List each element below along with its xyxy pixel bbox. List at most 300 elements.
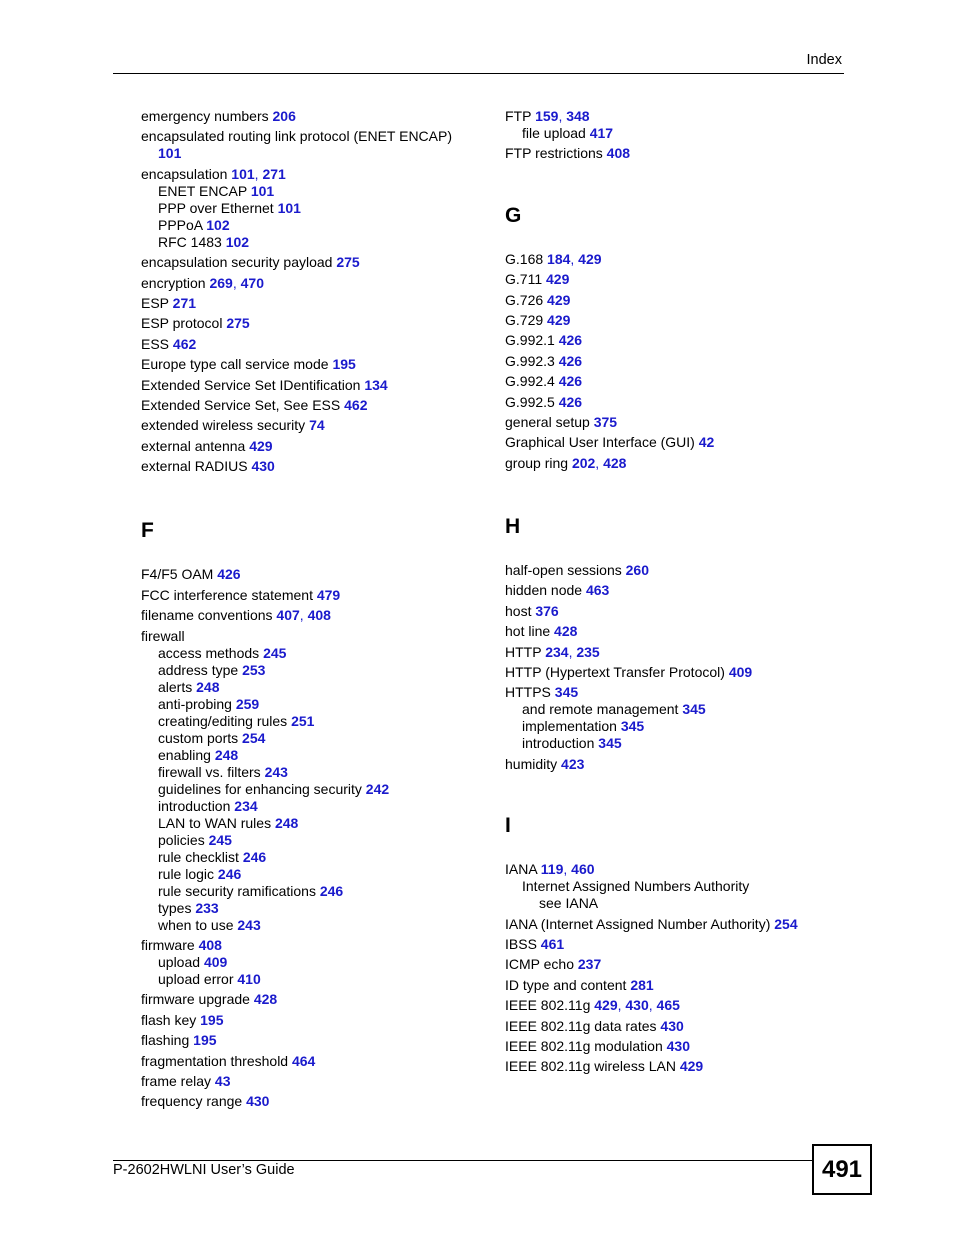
page-link[interactable]: 260 (625, 562, 649, 579)
index-entry-block (141, 108, 481, 125)
index-entry (141, 128, 481, 145)
index-term: introduction (522, 735, 599, 752)
index-entry (141, 315, 481, 332)
index-term: ESS (141, 335, 173, 352)
index-entry (141, 764, 481, 781)
index-entry-block (505, 1038, 845, 1055)
index-entry-block (505, 145, 845, 162)
index-entry-block (141, 295, 481, 312)
index-entry (141, 587, 481, 604)
index-term: address type (158, 661, 243, 678)
index-term: general setup (505, 413, 594, 430)
index-entry-block (505, 1058, 845, 1075)
index-entry-block (505, 977, 845, 994)
index-term: Extended Service Set, See ESS (141, 396, 345, 413)
page-link[interactable]: 345 (620, 718, 645, 735)
index-term: IEEE 802.11g modulation (505, 1037, 667, 1054)
index-term: alerts (158, 678, 197, 695)
index-entry (505, 701, 845, 718)
index-term: external antenna (141, 437, 250, 454)
index-entry-block (505, 251, 845, 268)
index-entry (505, 292, 845, 309)
index-term: PPPoA (158, 216, 207, 233)
index-entry: IEEE 802.11g 429, 430, 465 (505, 997, 680, 1014)
index-term: anti-probing (158, 695, 236, 712)
index-column-right (505, 108, 845, 1079)
page-link[interactable]: 429 (547, 311, 571, 328)
index-entry: G.168 184, 429 (505, 250, 602, 267)
page-link[interactable]: 423 (561, 755, 585, 772)
index-entry (505, 684, 845, 701)
page-link[interactable]: 102 (225, 233, 250, 250)
index-term: firewall vs. filters (158, 763, 265, 780)
page-link[interactable]: 426 (558, 393, 583, 410)
index-entry (141, 183, 481, 200)
index-entry (141, 730, 481, 747)
index-entry (505, 394, 845, 411)
page-link[interactable]: 463 (585, 582, 610, 599)
index-term: frequency range (141, 1093, 247, 1110)
index-term: G.729 (505, 311, 548, 328)
index-term: emergency numbers (141, 108, 273, 124)
index-entry-block (141, 254, 481, 271)
index-entry-block (505, 603, 845, 620)
index-term: upload (158, 954, 204, 971)
page-link[interactable]: 430 (625, 997, 649, 1014)
index-entry (141, 234, 481, 251)
index-term: ENET ENCAP (158, 182, 251, 199)
index-entry (505, 603, 845, 620)
index-term: FTP (505, 108, 536, 124)
index-term: humidity (505, 755, 562, 772)
index-entry (141, 417, 481, 434)
footer-rule (113, 1160, 813, 1161)
index-entry-block (141, 628, 481, 934)
index-entry (141, 713, 481, 730)
index-term: flashing (141, 1032, 194, 1049)
index-entry-block (505, 664, 845, 681)
index-entry (505, 735, 845, 752)
index-entry-block (141, 166, 481, 251)
index-term: G.168 (505, 250, 548, 267)
index-entry (141, 815, 481, 832)
index-entry-block (141, 1032, 481, 1049)
page-link[interactable]: 235 (576, 643, 600, 660)
running-header-title: Index (806, 52, 842, 68)
index-term: guidelines for enhancing security (158, 780, 366, 797)
page-link[interactable]: 102 (206, 216, 230, 233)
index-entry (141, 1073, 481, 1090)
index-term: encapsulation security payload (141, 254, 337, 271)
index-entry (505, 956, 845, 973)
page-link[interactable]: 345 (554, 684, 579, 701)
page-link[interactable]: 409 (728, 664, 753, 681)
index-entry-block (505, 312, 845, 329)
page-link[interactable]: 254 (774, 915, 798, 932)
index-entry (141, 662, 481, 679)
index-term: encapsulated routing link protocol (ENET ENCAP) (141, 128, 453, 145)
page-link[interactable]: 460 (571, 861, 595, 878)
page-link[interactable]: 246 (319, 882, 344, 899)
index-term: IANA (505, 861, 541, 878)
index-term: creating/editing rules (158, 712, 292, 729)
page-link[interactable]: 408 (606, 145, 631, 162)
page-link[interactable]: 254 (242, 729, 266, 746)
page-link[interactable]: 376 (535, 602, 559, 619)
index-entry: FTP 159, 348 (505, 108, 590, 124)
page-link[interactable]: 159 (535, 108, 559, 124)
index-entry (141, 1093, 481, 1110)
index-entry (505, 332, 845, 349)
footer-guide-title: P-2602HWLNI User’s Guide (113, 1162, 295, 1178)
page-link[interactable]: 348 (566, 108, 590, 124)
page-link[interactable]: 246 (217, 865, 242, 882)
index-term: rule security ramifications (158, 882, 320, 899)
index-entry-block (505, 756, 845, 773)
page-number: 491 (812, 1144, 872, 1195)
index-entry-block (505, 623, 845, 640)
index-entry (505, 977, 845, 994)
index-entry-block (141, 377, 481, 394)
index-section-e (141, 108, 481, 475)
index-term: encryption (141, 274, 210, 291)
index-entry-block (141, 397, 481, 414)
index-term: IBSS (505, 935, 541, 952)
index-entry (141, 917, 481, 934)
index-term: FCC interference statement (141, 586, 317, 603)
page-link[interactable]: 461 (540, 935, 565, 952)
index-entry (141, 866, 481, 883)
index-term: F4/F5 OAM (141, 566, 218, 583)
page-link[interactable]: 430 (246, 1093, 270, 1110)
index-entry (141, 438, 481, 455)
page-link[interactable]: 269 (209, 274, 233, 291)
index-term: and remote management (522, 701, 683, 718)
index-entry-block (505, 582, 845, 599)
index-term: Europe type call service mode (141, 356, 333, 373)
page-link[interactable]: 195 (193, 1032, 217, 1049)
page-link[interactable]: 101 (158, 145, 182, 162)
page-link[interactable]: 410 (237, 971, 261, 988)
index-entry-block (505, 861, 845, 912)
index-entry (141, 747, 481, 764)
index-entry (141, 1012, 481, 1029)
index-letter-f: F (141, 519, 154, 543)
index-term: IANA (Internet Assigned Number Authority) (505, 915, 775, 932)
index-entry-block (141, 128, 481, 162)
index-entry (505, 1058, 845, 1075)
index-term: Extended Service Set IDentification (141, 376, 365, 393)
index-entry-block (141, 1073, 481, 1090)
index-entry (141, 336, 481, 353)
index-term: introduction (158, 797, 235, 814)
page-link[interactable]: 101 (277, 199, 301, 216)
index-term: upload error (158, 971, 238, 988)
index-section-g (505, 251, 845, 472)
index-entry: IANA 119, 460 (505, 861, 595, 878)
page-link[interactable]: 426 (217, 566, 241, 583)
index-entry (141, 954, 481, 971)
index-entry (141, 1032, 481, 1049)
index-term: hidden node (505, 582, 586, 599)
index-term: RFC 1483 (158, 233, 226, 250)
page-link[interactable]: 242 (365, 780, 390, 797)
index-entry (141, 356, 481, 373)
page-link[interactable]: 464 (291, 1052, 316, 1069)
index-entry (141, 145, 481, 162)
index-entry (505, 373, 845, 390)
page-link[interactable]: 428 (554, 623, 578, 640)
index-entry (141, 397, 481, 414)
page-link[interactable]: 429 (594, 997, 618, 1014)
index-term: external RADIUS (141, 458, 252, 475)
index-entry (141, 628, 481, 645)
index-entry (505, 878, 845, 895)
page-link[interactable]: 409 (203, 954, 228, 971)
page-link[interactable]: 407 (276, 607, 300, 624)
index-entry (141, 1053, 481, 1070)
index-term: when to use (158, 916, 238, 933)
page-link[interactable]: 345 (598, 735, 622, 752)
index-entry: HTTP 234, 235 (505, 643, 600, 660)
page-link[interactable]: 195 (332, 356, 356, 373)
page-link[interactable]: 428 (253, 991, 278, 1008)
index-entry-block (505, 684, 845, 752)
index-entry (141, 108, 481, 125)
index-entry (505, 145, 845, 162)
index-entry-block (505, 434, 845, 451)
index-term: IEEE 802.11g data rates (505, 1017, 661, 1034)
index-entry (505, 916, 845, 933)
page-link[interactable]: 430 (251, 458, 275, 475)
index-term: group ring (505, 454, 572, 471)
page-link[interactable]: 430 (660, 1017, 684, 1034)
index-entry (141, 566, 481, 583)
index-term: firmware upgrade (141, 991, 254, 1008)
page-link[interactable]: 243 (264, 763, 288, 780)
index-entry (141, 377, 481, 394)
index-entry (505, 312, 845, 329)
index-term: HTTP (505, 643, 546, 660)
index-entry: group ring 202, 428 (505, 454, 627, 471)
page-link[interactable]: 134 (364, 376, 388, 393)
index-entry (505, 1018, 845, 1035)
index-term: filename conventions (141, 607, 277, 624)
page-link[interactable]: 275 (226, 315, 250, 332)
index-entry (141, 849, 481, 866)
index-term: types (158, 899, 196, 916)
index-entry (505, 353, 845, 370)
index-entry-block (505, 373, 845, 390)
page-link[interactable]: 43 (214, 1072, 231, 1089)
page-link[interactable]: 429 (578, 250, 602, 267)
page-link[interactable]: 233 (195, 899, 219, 916)
index-term: enabling (158, 746, 215, 763)
index-entry (141, 991, 481, 1008)
index-term: extended wireless security (141, 417, 310, 434)
index-section-i (505, 861, 845, 1075)
index-entry-block (505, 353, 845, 370)
index-entry (505, 623, 845, 640)
index-entry-block (505, 394, 845, 411)
index-entry (141, 937, 481, 954)
page-link[interactable]: 243 (237, 916, 261, 933)
index-term: G.992.4 (505, 373, 559, 390)
index-entry (141, 883, 481, 900)
index-term: firewall (141, 627, 185, 644)
page-link[interactable]: 281 (630, 976, 654, 993)
page-link[interactable]: 202 (571, 454, 596, 471)
index-entry-block (505, 414, 845, 431)
index-term: HTTP (Hypertext Transfer Protocol) (505, 664, 729, 681)
index-term: policies (158, 831, 209, 848)
index-section-h (505, 562, 845, 773)
page-link[interactable]: 246 (242, 848, 267, 865)
index-term: G.726 (505, 291, 548, 308)
page-link[interactable]: 462 (172, 335, 197, 352)
page-link[interactable]: 275 (336, 254, 360, 271)
page-link[interactable]: 74 (309, 417, 325, 434)
index-term: rule logic (158, 865, 218, 882)
page-link[interactable]: 426 (558, 352, 583, 369)
index-term: PPP over Ethernet (158, 199, 278, 216)
index-entry-block (505, 332, 845, 349)
index-term: ESP (141, 294, 173, 311)
page-link[interactable]: 248 (196, 678, 220, 695)
index-entry-block (505, 1018, 845, 1035)
page-link[interactable]: 430 (666, 1037, 690, 1054)
index-entry (141, 971, 481, 988)
index-entry (141, 217, 481, 234)
index-entry-block (505, 271, 845, 288)
page-link[interactable]: 375 (593, 413, 618, 430)
index-term: encapsulation (141, 165, 232, 182)
index-entry (141, 458, 481, 475)
index-term: half-open sessions (505, 562, 626, 579)
index-entry-block (141, 315, 481, 332)
index-entry (505, 434, 845, 451)
index-term: Internet Assigned Numbers Authority (522, 878, 750, 895)
index-term: ID type and content (505, 976, 631, 993)
index-entry (141, 900, 481, 917)
page-link[interactable]: 184 (547, 250, 571, 267)
page-link[interactable]: 429 (547, 291, 571, 308)
index-entry (141, 295, 481, 312)
index-term: ICMP echo (505, 956, 578, 973)
index-term: HTTPS (505, 684, 555, 701)
index-entry (505, 562, 845, 579)
page-link[interactable]: 253 (242, 661, 266, 678)
page-link[interactable]: 465 (656, 997, 680, 1014)
index-entry-block (505, 644, 845, 661)
page-link[interactable]: 426 (558, 332, 583, 349)
index-entry: filename conventions 407, 408 (141, 607, 331, 624)
page-link[interactable]: 251 (291, 712, 315, 729)
page-link[interactable]: 429 (679, 1058, 704, 1075)
page-link[interactable]: 237 (577, 956, 602, 973)
index-entry-block (141, 991, 481, 1008)
page-link[interactable]: 462 (344, 396, 368, 413)
index-term: fragmentation threshold (141, 1052, 292, 1069)
page-link[interactable]: 428 (603, 454, 627, 471)
index-entry (505, 756, 845, 773)
index-entry-block (141, 438, 481, 455)
index-entry (141, 781, 481, 798)
index-entry (141, 832, 481, 849)
page-link[interactable]: 259 (235, 695, 260, 712)
index-entry-block (505, 936, 845, 953)
header-rule (113, 73, 844, 74)
index-entry (505, 664, 845, 681)
index-entry-block (505, 916, 845, 933)
page-link[interactable]: 101 (250, 182, 275, 199)
index-term: custom ports (158, 729, 243, 746)
page-link[interactable]: 408 (307, 607, 331, 624)
index-entry (505, 582, 845, 599)
index-entry: encryption 269, 470 (141, 274, 264, 291)
index-entry-block (141, 1012, 481, 1029)
index-term: implementation (522, 718, 621, 735)
index-term: firmware (141, 937, 199, 954)
index-section-f (141, 566, 481, 1110)
page-link[interactable]: 248 (274, 814, 299, 831)
page-link[interactable]: 234 (545, 643, 569, 660)
index-term: LAN to WAN rules (158, 814, 275, 831)
index-entry-block (141, 566, 481, 583)
index-entry (141, 679, 481, 696)
page-link[interactable]: 408 (198, 937, 222, 954)
page-link[interactable]: 245 (263, 644, 287, 661)
index-term: Graphical User Interface (GUI) (505, 434, 699, 451)
index-entry-block (141, 356, 481, 373)
index-entry-block (505, 455, 845, 472)
index-entry (505, 1038, 845, 1055)
page-link[interactable]: 429 (546, 271, 570, 288)
page-link[interactable]: 234 (234, 797, 258, 814)
index-entry-block (141, 1093, 481, 1110)
index-entry (141, 645, 481, 662)
index-entry (505, 414, 845, 431)
index-letter-g: G (505, 203, 522, 227)
index-term: G.992.5 (505, 393, 559, 410)
index-entry-block (505, 562, 845, 579)
page-link[interactable]: 119 (540, 861, 564, 878)
page-link[interactable]: 271 (262, 165, 286, 182)
index-term: rule checklist (158, 848, 243, 865)
index-entry (505, 718, 845, 735)
index-column-left (141, 108, 481, 1114)
page-link[interactable]: 417 (589, 125, 614, 141)
page-link[interactable]: 470 (240, 274, 264, 291)
page-link[interactable]: 248 (214, 746, 239, 763)
page-link[interactable]: 426 (558, 373, 583, 390)
page-link[interactable]: 271 (172, 294, 197, 311)
page-link[interactable]: 206 (272, 108, 296, 124)
page-link[interactable]: 245 (208, 831, 232, 848)
index-entry (141, 798, 481, 815)
page-link[interactable]: 42 (698, 434, 715, 451)
page-link[interactable]: 195 (200, 1011, 224, 1028)
page-link[interactable]: 101 (231, 165, 255, 182)
page-link[interactable]: 345 (682, 701, 706, 718)
page-link[interactable]: 479 (316, 586, 341, 603)
index-term: host (505, 602, 536, 619)
index-entry-block (141, 937, 481, 988)
index-entry-block (141, 417, 481, 434)
index-entry-block (505, 997, 845, 1014)
page-link[interactable]: 429 (249, 437, 273, 454)
index-entry-block (505, 292, 845, 309)
